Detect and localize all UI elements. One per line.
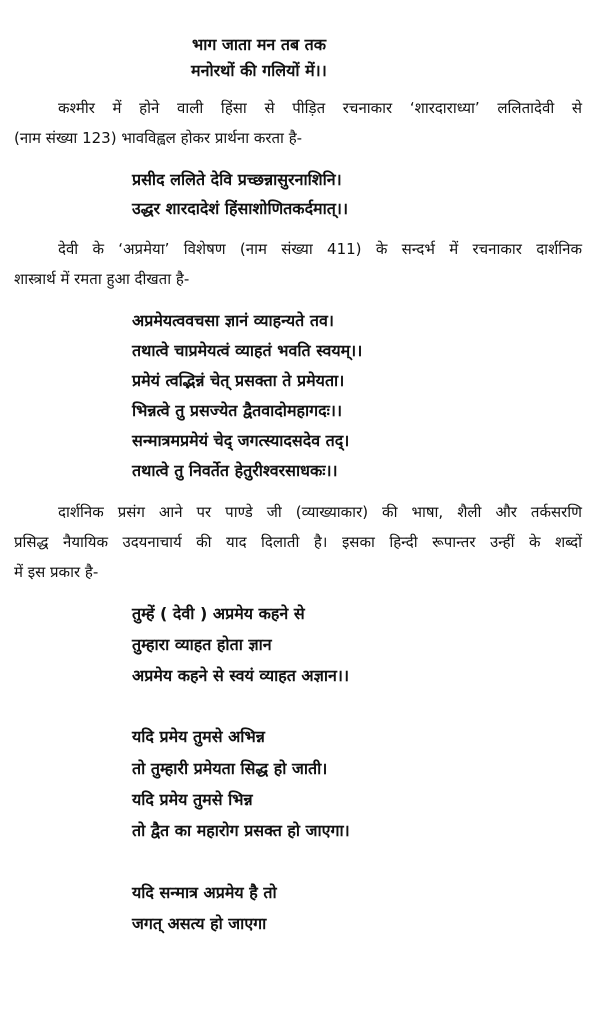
verse1-line-1: प्रसीद ललिते देवि प्रच्छन्नासुरनाशिनि। bbox=[132, 170, 342, 189]
para1-line-2: (नाम संख्या 123) भावविह्वल होकर प्रार्थना करता है- bbox=[14, 129, 303, 147]
para2-line-2: शास्त्रार्थ में रमता हुआ दीखता है- bbox=[14, 270, 190, 288]
verse2-line-1: अप्रमेयत्ववचसा ज्ञानं व्याहन्यते तव। bbox=[132, 311, 334, 330]
poem3-line-1: यदि सन्मात्र अप्रमेय है तो bbox=[132, 883, 277, 902]
verse1-line-2: उद्धर शारदादेशं हिंसाशोणितकर्दमात्।। bbox=[132, 199, 349, 218]
verse2-line-3: प्रमेयं त्वद्भिन्नं चेत् प्रसक्ता ते प्रमेयता। bbox=[132, 371, 345, 390]
verse2-line-5: सन्मात्रमप्रमेयं चेद् जगत्स्यादसदेव तद्। bbox=[132, 431, 350, 450]
poem2-line-2: तो तुम्हारी प्रमेयता सिद्ध हो जाती। bbox=[132, 759, 328, 778]
poem1-line-2: तुम्हारा व्याहत होता ज्ञान bbox=[132, 635, 272, 654]
heading-line-2: मनोरथों की गलियों में।। bbox=[191, 61, 327, 80]
para1-line-1: कश्मीर में होने वाली हिंसा से पीड़ित रचनाकार ‘शारदाराध्या’ ललितादेवी से bbox=[58, 99, 582, 117]
heading-line-1: भाग जाता मन तब तक bbox=[192, 35, 327, 54]
verse2-line-2: तथात्वे चाप्रमेयत्वं व्याहतं भवति स्वयम्।। bbox=[132, 341, 363, 360]
verse2-line-6: तथात्वे तु निवर्तेत हेतुरीश्वरसाधकः।। bbox=[132, 461, 338, 480]
poem2-line-1: यदि प्रमेय तुमसे अभिन्न bbox=[132, 727, 265, 746]
para3-line-2: प्रसिद्ध नैयायिक उदयनाचार्य की याद दिलाती है। इसका हिन्दी रूपान्तर उन्हीं के शब्दों bbox=[14, 533, 582, 551]
verse2-line-4: भिन्नत्वे तु प्रसज्येत द्वैतवादोमहागदः।। bbox=[132, 401, 343, 420]
poem2-line-3: यदि प्रमेय तुमसे भिन्न bbox=[132, 790, 253, 809]
para3-line-3: में इस प्रकार है- bbox=[14, 563, 99, 581]
poem3-line-2: जगत् असत्य हो जाएगा bbox=[132, 914, 267, 933]
poem2-line-4: तो द्वैत का महारोग प्रसक्त हो जाएगा। bbox=[132, 821, 350, 840]
poem1-line-1: तुम्हें ( देवी ) अप्रमेय कहने से bbox=[132, 604, 305, 623]
para3-line-1: दार्शनिक प्रसंग आने पर पाण्डे जी (व्याख्याकार) की भाषा, शैली और तर्कसरणि bbox=[58, 503, 582, 521]
para2-line-1: देवी के ‘अप्रमेया’ विशेषण (नाम संख्या 411) के सन्दर्भ में रचनाकार दार्शनिक bbox=[58, 240, 582, 258]
poem1-line-3: अप्रमेय कहने से स्वयं व्याहत अज्ञान।। bbox=[132, 666, 350, 685]
